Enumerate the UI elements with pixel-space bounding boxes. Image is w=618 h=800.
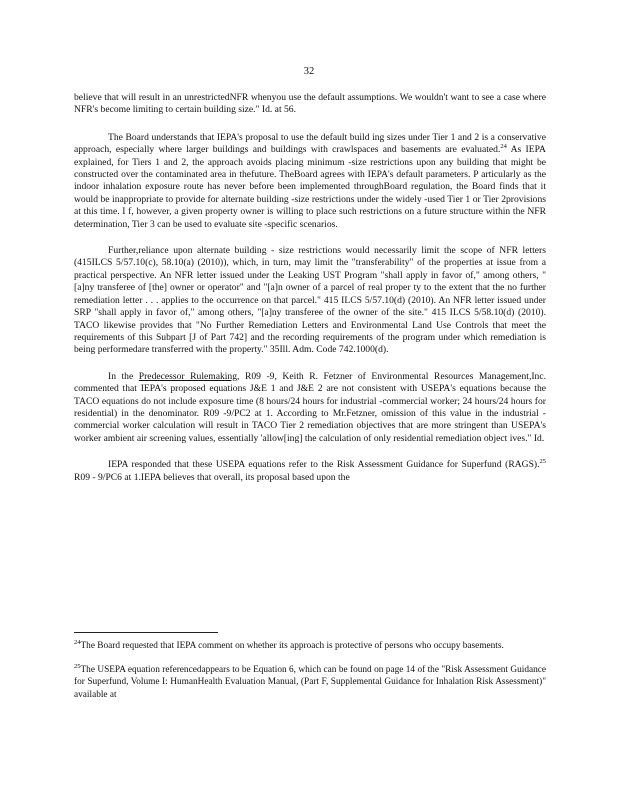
paragraph-text: believe that will result in an unrestrictedNFR whenyou use the default assumptions. We wouldn't want to see a case where NFR's become limiting to certain building size." Id. at 56. <box>74 92 546 116</box>
predecessor-rulemaking-link[interactable]: Predecessor Rulemaking <box>138 370 238 382</box>
paragraph-text: The Board understands that IEPA's proposal to use the default build ing sizes under Tier 1 and 2 is a conservative approach, especially where larger buildings and buildings with crawlspaces and basements are evaluated. <box>74 131 546 156</box>
paragraph-text: In the <box>108 370 139 382</box>
footnote-24 <box>74 640 546 652</box>
footnote-text: The Board requested that IEPA comment on whether its approach is protective of persons who occupy basements. <box>80 641 504 651</box>
paragraph-transferability <box>74 245 546 357</box>
footnote-number: 24 <box>74 638 81 646</box>
paragraph-text: As IEPA explained, for Tiers 1 and 2, the approach avoids placing minimum -size restrictions upon any building that might be constructed over the contaminated area in thefuture. TheBoard agrees with IEPA's default parameters. P articularly as the indoor inhalation exposure route has never before been implemented throughBoard regulation, the Board finds that it would be inappropriate to provide for alternate building -size restrictions under the widely -used Tier 1 or Tier 2provisions at this time. I f, however, a given property owner is willing to place such restrictions on a future structure within the NFR determination, Tier 3 can be used to evaluate site -specific scenarios. <box>74 144 546 230</box>
footnotes <box>74 640 546 713</box>
paragraph-text: IEPA responded that these USEPA equations refer to the Risk Assessment Guidance for Superfund (RAGS). <box>108 459 540 471</box>
footnote-number: 25 <box>74 663 81 671</box>
paragraph-predecessor-rulemaking <box>74 371 546 445</box>
paragraph-iepa-response <box>74 459 546 484</box>
paragraph-continuation <box>74 92 546 117</box>
footnote-text: The USEPA equation referencedappears to be Equation 6, which can be found on page 14 of the "Risk Assessment Guidance for Superfund, Volume I: HumanHealth Evaluation Manual, (Part F, Supplemental Guidance for Inhalation Risk Assessment)" available at <box>74 665 546 700</box>
paragraph-text: Further,reliance upon alternate building - size restrictions would necessarily limit the scope of NFR letters (415ILCS 5/57.10(c), 58.10(a) (2010)), which, in turn, may limit the "transferability" of the properties at issue from a practical perspective. An NFR letter issued under the Leaking UST Program "shall apply in favor of," among others, "[a]ny transferee of [the] owner or operator" and "[a]n owner of a parcel of real proper ty to the extent that the no further remediation letter . . . applies to the occurrence on that parcel." 415 ILCS 5/57.10(d) (2010). An NFR letter issued under SRP "shall apply in favor of," among others, "[a]ny transferee of the owner of the site." 415 ILCS 5/58.10(d) (2010). TACO likewise provides that "No Further Remediation Letters and Environmental Land Use Controls that meet the requirements of this Subpart [J of Part 742] and the recording requirements of the program under which remediation is being performedare transferred with the property." 35Ill. Adm. Code 742.1000(d). <box>74 245 546 356</box>
paragraph-text: R09 - 9/PC6 at 1.IEPA believes that overall, its proposal based upon the <box>74 471 350 483</box>
body-text <box>74 92 546 498</box>
page-number: 32 <box>303 66 315 77</box>
paragraph-text: , R09 -9, Keith R. Fetzner of Environmental Resources Management,Inc. commented that IEPA's proposed equations J&E 1 and J&E 2 are not consistent with USEPA's equations because the TACO equations do not include exposure time (8 hours/24 hours for industrial -commercial worker; 24 hours/24 hours for residential) in the denominator. R09 -9/PC2 at 1. According to Mr.Fetzner, omission of this value in the industrial -commercial worker calculation will result in TACO Tier 2 remediation objectives that are more stringent than USEPA's worker ambient air screening values, essentially 'allow[ing] the calculation of only residential remediation object ives." Id. <box>74 370 547 444</box>
paragraph-default-building-sizes <box>74 132 546 231</box>
footnote-25 <box>74 664 546 701</box>
footnote-ref-24[interactable]: 24 <box>500 143 507 151</box>
footnote-ref-25[interactable]: 25 <box>539 457 546 465</box>
footnote-divider <box>74 632 218 633</box>
